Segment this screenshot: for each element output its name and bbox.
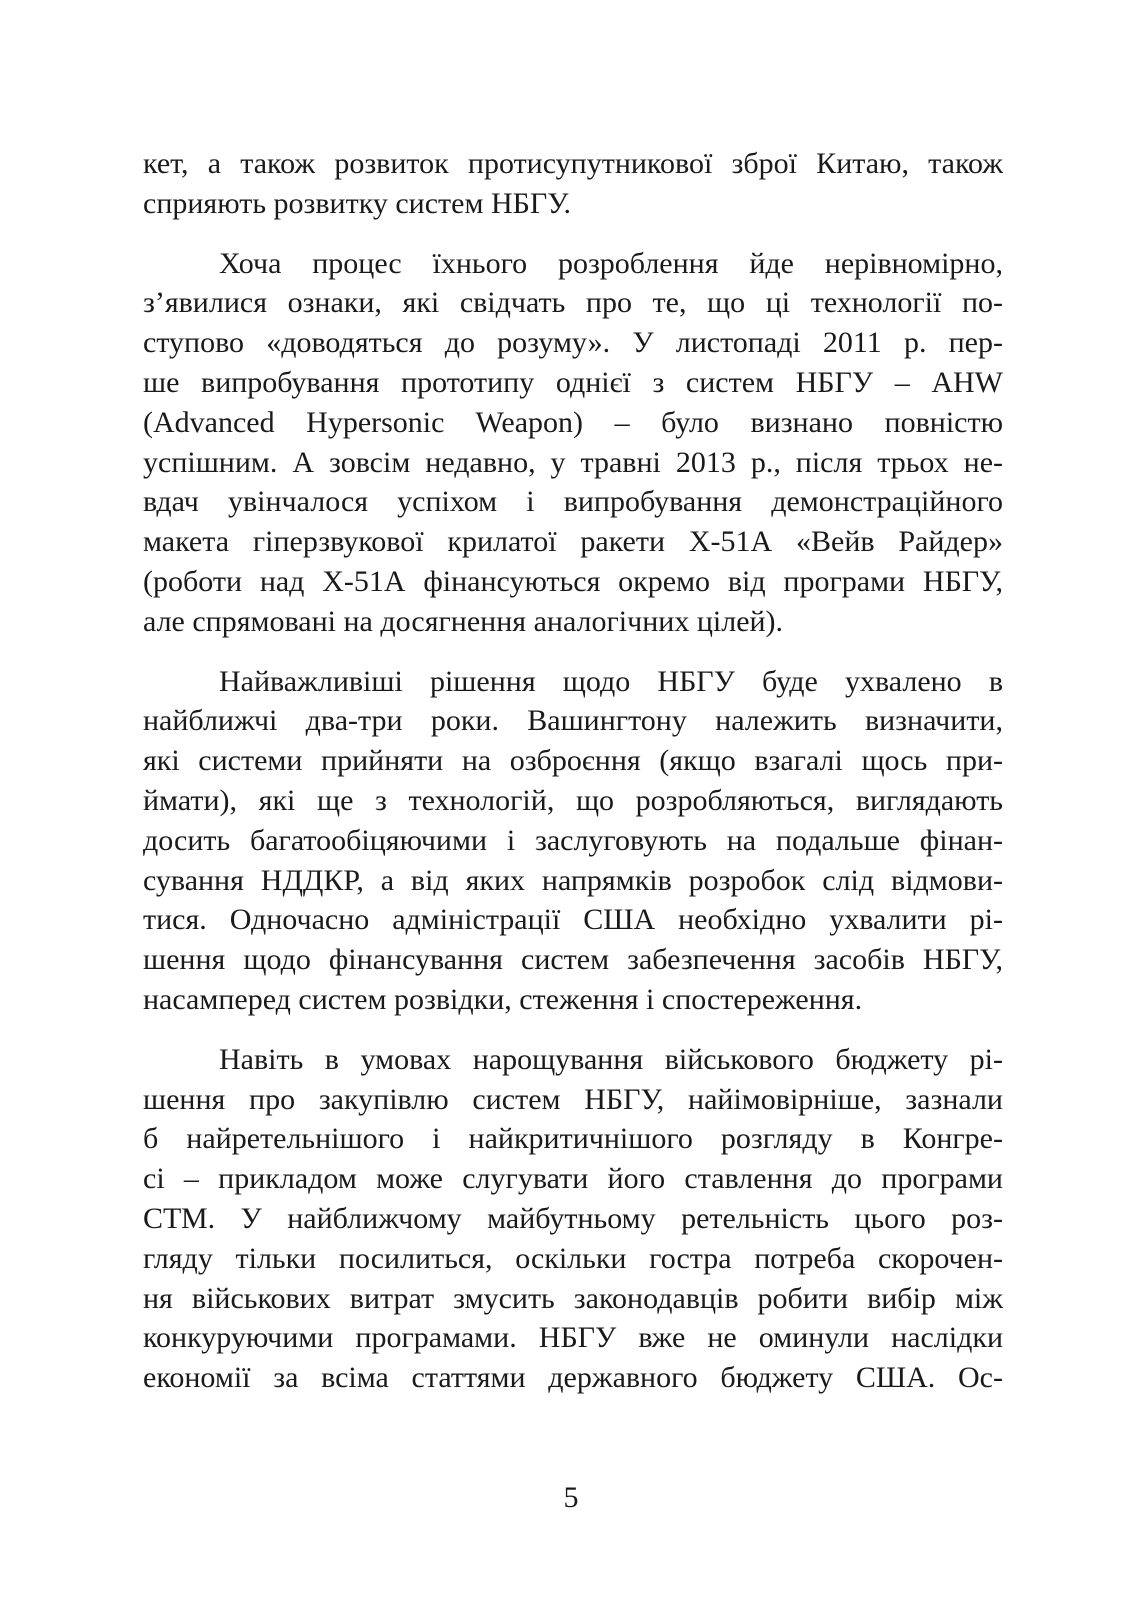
text-line: з’явилися ознаки, які свідчать про те, що ці технології по- — [143, 286, 1003, 320]
text-line: найближчі два-три роки. Вашингтону належить визначити, — [143, 704, 1003, 738]
text-line: тися. Одночасно адміністрації США необхідно ухвалити рі- — [143, 903, 1003, 937]
paragraph-4 — [143, 1040, 1003, 1398]
text-line: насамперед систем розвідки, стеження і спостереження. — [143, 982, 863, 1016]
text-line: економії за всіма статтями державного бюджету США. Ос- — [143, 1361, 1003, 1395]
paragraph-2 — [143, 244, 1003, 642]
text-line: (Advanced Hypersonic Weapon) – було визнано повністю — [143, 405, 1003, 439]
text-line: кет, а також розвиток протисупутникової зброї Китаю, також — [143, 147, 1003, 180]
text-line: досить багатообіцяючими і заслуговують на подальше фінан- — [143, 823, 1003, 857]
text-line: успішним. А зовсім недавно, у травні 2013 р., після трьох не- — [143, 445, 1003, 479]
text-line: Хоча процес їхнього розроблення йде нерівномірно, — [219, 246, 1003, 280]
text-line: ня військових витрат змусить законодавців робити вибір між — [143, 1281, 1003, 1315]
text-line: гляду тільки посилиться, оскільки гостра потреба скорочен- — [143, 1241, 1003, 1275]
text-line: шення щодо фінансування систем забезпечення засобів НБГУ, — [143, 943, 1003, 977]
text-line: б найретельнішого і найкритичнішого розгляду в Конгре- — [143, 1122, 1003, 1156]
text-line: ше випробування прототипу однієї з систем НБГУ – AHW — [143, 365, 1003, 399]
paragraph-1 — [143, 144, 1003, 224]
text-line: шення про закупівлю систем НБГУ, найімовірніше, зазнали — [143, 1082, 1003, 1116]
text-line: вдач увінчалося успіхом і випробування демонстраційного — [143, 485, 1003, 519]
text-line: сприяють розвитку систем НБГУ. — [143, 186, 572, 220]
body-text — [143, 144, 1003, 1418]
text-line: які системи прийняти на озброєння (якщо взагалі щось при- — [143, 744, 1003, 778]
text-line: сування НДДКР, а від яких напрямків розробок слід відмови- — [143, 863, 1003, 897]
text-line: конкуруючими програмами. НБГУ вже не оминули наслідки — [143, 1321, 1003, 1355]
text-line: Найважливіші рішення щодо НБГУ буде ухвалено в — [219, 664, 1003, 698]
text-line: ступово «доводяться до розуму». У листопаді 2011 р. пер- — [143, 326, 1003, 360]
text-line: (роботи над Х-51А фінансуються окремо від програми НБГУ, — [143, 564, 1003, 598]
text-line: сі – прикладом може слугувати його ставлення до програми — [143, 1162, 1003, 1196]
text-line: макета гіперзвукової крилатої ракети Х-51А «Вейв Райдер» — [143, 525, 1003, 559]
text-line: але спрямовані на досягнення аналогічних цілей). — [143, 604, 784, 638]
page-number: 5 — [563, 1481, 579, 1514]
text-line: СТМ. У найближчому майбутньому ретельність цього роз- — [143, 1201, 1003, 1235]
paragraph-3 — [143, 662, 1003, 1020]
text-line: Навіть в умовах нарощування військового бюджету рі- — [219, 1042, 1003, 1076]
text-line: ймати), які ще з технологій, що розробляються, виглядають — [143, 783, 1003, 817]
